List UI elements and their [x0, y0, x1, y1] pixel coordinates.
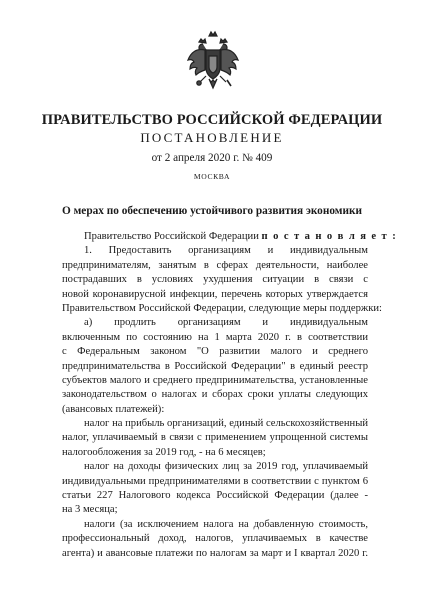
preamble-verb: п о с т а н о в л я е т : [261, 231, 398, 242]
body-line: индивидуальными предпринимателями в соответствии с пунктом 6 [62, 475, 368, 487]
body-line: налог на доходы физических лиц за 2019 год, уплачиваемый [84, 461, 368, 473]
russian-double-headed-eagle-icon [185, 30, 241, 94]
body-line: налог на прибыль организаций, единый сельскохозяйственный [84, 418, 368, 430]
government-name: ПРАВИТЕЛЬСТВО РОССИЙСКОЙ ФЕДЕРАЦИИ [41, 112, 383, 128]
document-type: ПОСТАНОВЛЕНИЕ [140, 130, 284, 145]
body-line: включенным по состоянию на 1 марта 2020 г. в соответствии [62, 331, 368, 343]
body-line: а) продлить организациям и индивидуальным [84, 317, 368, 329]
document-body [62, 230, 398, 561]
body-line: предпринимателям, занятым в сферах деятельности, наиболее [62, 259, 368, 271]
body-line: на 3 месяца; [62, 504, 118, 516]
body-line: агента) и авансовые платежи по налогам за март и I квартал 2020 г. [62, 547, 368, 559]
body-line: (авансовых платежей): [62, 403, 165, 415]
body-line: профессиональный доход, налогов, уплачиваемых в качестве [62, 533, 368, 545]
body-line: статьи 227 Налогового кодекса Российской Федерации (далее - [62, 490, 368, 502]
body-line: пострадавших в условиях ухудшения ситуации в связи с [62, 274, 368, 286]
preamble [62, 230, 398, 244]
document-city: МОСКВА [193, 172, 231, 181]
body-line: Правительством Российской Федерации, следующие меры поддержки: [62, 302, 382, 314]
document-date-number: от 2 апреля 2020 г. № 409 [151, 152, 273, 164]
body-line: субъектов малого и среднего предпринимательства, установленные [62, 374, 368, 386]
body-line: 1. Предоставить организациям и индивидуальным [84, 245, 368, 257]
body-line: новой коронавирусной инфекции, перечень которых утверждается [62, 288, 368, 300]
body-line: налогообложения за 2019 год, - на 6 месяцев; [62, 446, 266, 458]
body-line: законодательством о налогах и сборах сроки уплаты следующих [62, 389, 368, 401]
preamble-lead: Правительство Российской Федерации [84, 231, 262, 242]
body-line: с Федеральным законом "О развитии малого и среднего [62, 346, 368, 358]
body-line: налоги (за исключением налога на добавленную стоимость, [84, 518, 368, 530]
body-line: предпринимательства в Российской Федерации" в единый реестр [62, 360, 368, 372]
body-line: налог, уплачиваемый в связи с применением упрощенной системы [62, 432, 368, 444]
document-subject: О мерах по обеспечению устойчивого развития экономики [62, 205, 362, 217]
